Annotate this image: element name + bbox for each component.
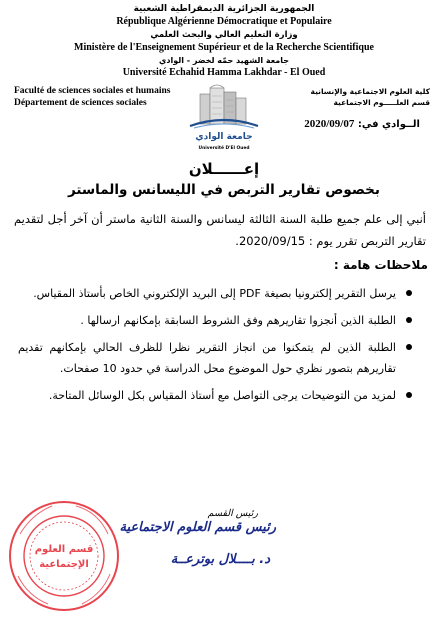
- notes-heading: ملاحظات هامة :: [333, 258, 428, 272]
- header-ar-university: جامعة الشهيد حمّه لخضر - الوادي: [159, 56, 289, 65]
- faculty-fr-line1: Faculté de sciences sociales et humains: [14, 86, 171, 96]
- bullet-icon: [406, 317, 412, 323]
- stamp-line1: قسم العلوم: [34, 544, 94, 555]
- header-ar-ministry: وزارة التعليم العالي والبحث العلمي: [150, 30, 298, 40]
- document-subtitle: بخصوص تقارير التربص في الليسانس والماستر: [68, 182, 380, 198]
- signature-role: رئيس قسم العلوم الاجتماعية: [119, 520, 276, 535]
- faculty-ar-line1: كلية العلوم الاجتماعية والإنسانية: [310, 87, 430, 96]
- note-text: لمزيد من التوضيحات يرجى التواصل مع أستاذ المقياس بكل الوسائل المتاحة.: [48, 389, 396, 402]
- note-item: [18, 385, 414, 406]
- faculty-fr: [14, 85, 170, 109]
- bullet-icon: [406, 344, 412, 350]
- note-item: [18, 337, 414, 379]
- bullet-icon: [406, 392, 412, 398]
- faculty-ar-line2: قسم العلـــــوم الاجتماعية: [333, 98, 430, 107]
- signature-name: د. بــــلال بوترعــة: [170, 552, 270, 567]
- note-text: الطلبة الذين لم يتمكنوا من انجاز التقرير نظرا للظرف الحالي بإمكانهم تقديم تقاريرهم بتصور نظري حول الموضوع محل الدراسة في حدود 10 صفحات.: [18, 341, 396, 375]
- signature-role-small: رئيس القسم: [207, 508, 258, 519]
- university-logo-icon: [186, 84, 262, 154]
- date-prefix: الــوادي في:: [357, 119, 420, 130]
- document-title: إعــــــلان: [188, 160, 260, 178]
- note-text: يرسل التقرير إلكترونيا بصيغة PDF إلى البريد الإلكتروني الخاص بأستاذ المقياس.: [33, 287, 396, 300]
- faculty-fr-line2: Département de sciences sociales: [14, 98, 147, 108]
- stamp-line2: الإجتماعية: [39, 559, 89, 570]
- university-logo: [186, 84, 262, 154]
- intro-paragraph: أنبي إلى علم جميع طلبة السنة الثالثة ليسانس والسنة الثانية ماستر أن آخر أجل لتقديم تقارير التربص تقرر يوم : 2020/09/15.: [14, 212, 426, 248]
- logo-ar-name: جامعة الوادي: [195, 132, 253, 142]
- header-fr-ministry: Ministère de l'Enseignement Supérieur et de la Recherche Scientifique: [74, 42, 374, 53]
- note-text: الطلبة الذين أنجزوا تقاريرهم وفق الشروط السابقة بإمكانهم ارسالها .: [80, 314, 396, 327]
- stamp-icon: [2, 494, 132, 614]
- note-item: [18, 310, 414, 331]
- header-fr-republic: République Algérienne Démocratique et Populaire: [116, 16, 332, 27]
- bullet-icon: [406, 290, 412, 296]
- date-value: 2020/09/07: [304, 118, 355, 130]
- header-fr-university: Université Echahid Hamma Lakhdar - El Oued: [122, 67, 326, 78]
- logo-fr-name: Université D'El Oued: [198, 146, 250, 151]
- notes-list: [18, 283, 414, 412]
- department-stamp: [2, 494, 132, 614]
- faculty-ar: [311, 86, 430, 108]
- document-date: [304, 118, 420, 130]
- header-ar-republic: الجمهورية الجزائرية الديمقراطية الشعبية: [133, 4, 315, 14]
- note-item: [18, 283, 414, 304]
